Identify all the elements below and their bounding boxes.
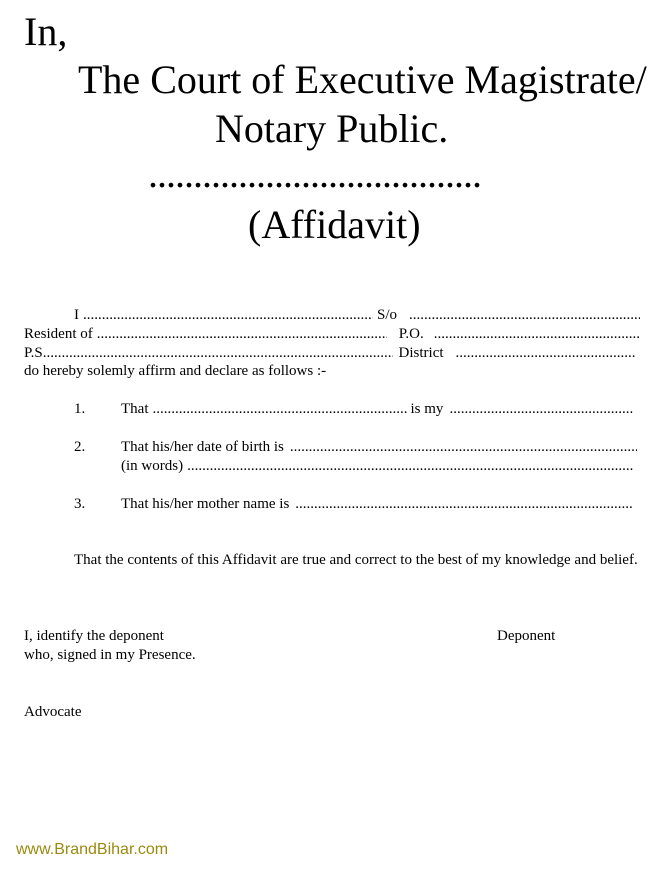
district-blank: [456, 344, 636, 362]
deponent-label: Deponent: [497, 628, 556, 644]
clause-1-prefix: That: [121, 401, 149, 417]
ps-label: P.S.: [24, 345, 47, 361]
clause-2-row: [121, 438, 637, 456]
clause-1-number: 1.: [74, 401, 86, 417]
ps-blank: [47, 344, 393, 362]
po-label: P.O.: [398, 326, 424, 342]
court-title-line-2: Notary Public.: [215, 106, 449, 151]
clause-1-middle: is my: [410, 401, 444, 417]
resident-label: Resident of: [24, 326, 93, 342]
so-label: S/o: [377, 307, 398, 323]
clause-1-blank-b: [449, 400, 634, 418]
clause-1-row: [121, 400, 634, 418]
identify-line-2: who, signed in my Presence.: [24, 647, 196, 663]
in-words-label: (in words): [121, 458, 184, 474]
court-title-line-1: The Court of Executive Magistrate/: [78, 57, 647, 102]
clause-3-number: 3.: [74, 496, 86, 512]
clause-3-prefix: That his/her mother name is: [121, 496, 290, 512]
dob-blank: [290, 438, 637, 456]
clause-2-number: 2.: [74, 439, 86, 455]
resident-blank: [97, 325, 387, 343]
i-label: I: [74, 307, 79, 323]
clause-3-row: [121, 495, 633, 513]
name-blank: [83, 306, 373, 324]
court-place-blank: .....................................: [148, 151, 481, 196]
clause-2-words-row: [121, 457, 634, 475]
father-name-blank: [409, 306, 640, 324]
identify-line-1: I, identify the deponent: [24, 628, 164, 644]
po-blank: [434, 325, 640, 343]
document-title: (Affidavit): [248, 202, 421, 247]
advocate-label: Advocate: [24, 704, 82, 720]
clause-2-prefix: That his/her date of birth is: [121, 439, 284, 455]
website-link[interactable]: www.BrandBihar.com: [16, 841, 169, 858]
declaration-text: do hereby solemly affirm and declare as follows :-: [24, 363, 327, 379]
deponent-name-row: [74, 306, 640, 324]
ps-district-row: [24, 344, 636, 362]
district-label: District: [398, 345, 444, 361]
clause-1-blank-a: [153, 400, 407, 418]
heading-in: In,: [24, 9, 68, 54]
mother-name-blank: [295, 495, 633, 513]
resident-row: [24, 325, 640, 343]
dob-words-blank: [187, 457, 634, 475]
verification-text: That the contents of this Affidavit are true and correct to the best of my knowledge and belief.: [74, 552, 638, 568]
